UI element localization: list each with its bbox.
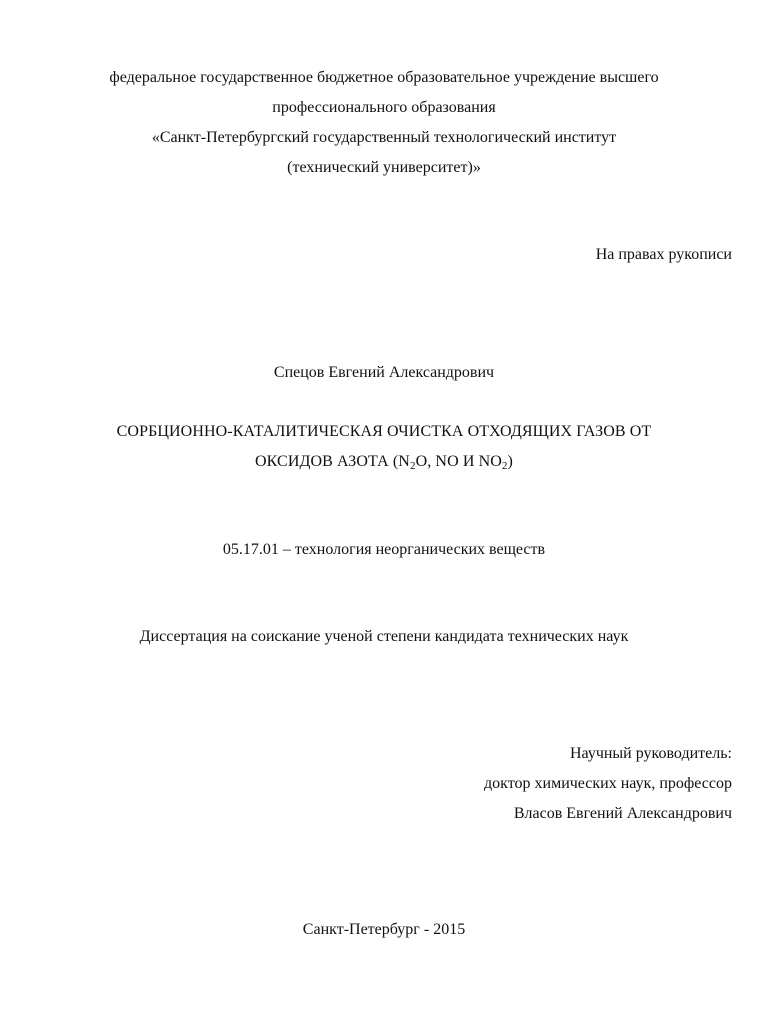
institution-line-4: (технический университет)» xyxy=(287,159,481,176)
dissertation-type: Диссертация на соискание ученой степени кандидата технических наук xyxy=(139,628,629,645)
title-line-2 xyxy=(50,452,718,473)
title-subscript-1: 2 xyxy=(409,460,416,472)
author-name: Спецов Евгений Александрович xyxy=(273,364,495,381)
title-line-2-prefix: ОКСИДОВ АЗОТА (N xyxy=(255,453,410,470)
specialty-code: 05.17.01 – технология неорганических веществ xyxy=(222,541,546,558)
rights-note: На правах рукописи xyxy=(595,246,732,263)
institution-line-2: профессионального образования xyxy=(272,99,496,116)
supervisor-label: Научный руководитель: xyxy=(569,745,732,762)
title-line-2-mid: O, NO И NO xyxy=(415,453,502,470)
title-subscript-2: 2 xyxy=(501,460,508,472)
title-line-1: СОРБЦИОННО-КАТАЛИТИЧЕСКАЯ ОЧИСТКА ОТХОДЯЩИХ ГАЗОВ ОТ xyxy=(116,423,652,440)
institution-line-1: федеральное государственное бюджетное образовательное учреждение высшего xyxy=(109,69,659,86)
supervisor-name: Власов Евгений Александрович xyxy=(513,805,732,822)
institution-line-3: «Санкт-Петербургский государственный технологический институт xyxy=(151,129,617,146)
supervisor-degree: доктор химических наук, профессор xyxy=(484,775,732,792)
city-year: Санкт-Петербург - 2015 xyxy=(302,921,466,938)
title-line-2-suffix: ) xyxy=(507,453,513,470)
